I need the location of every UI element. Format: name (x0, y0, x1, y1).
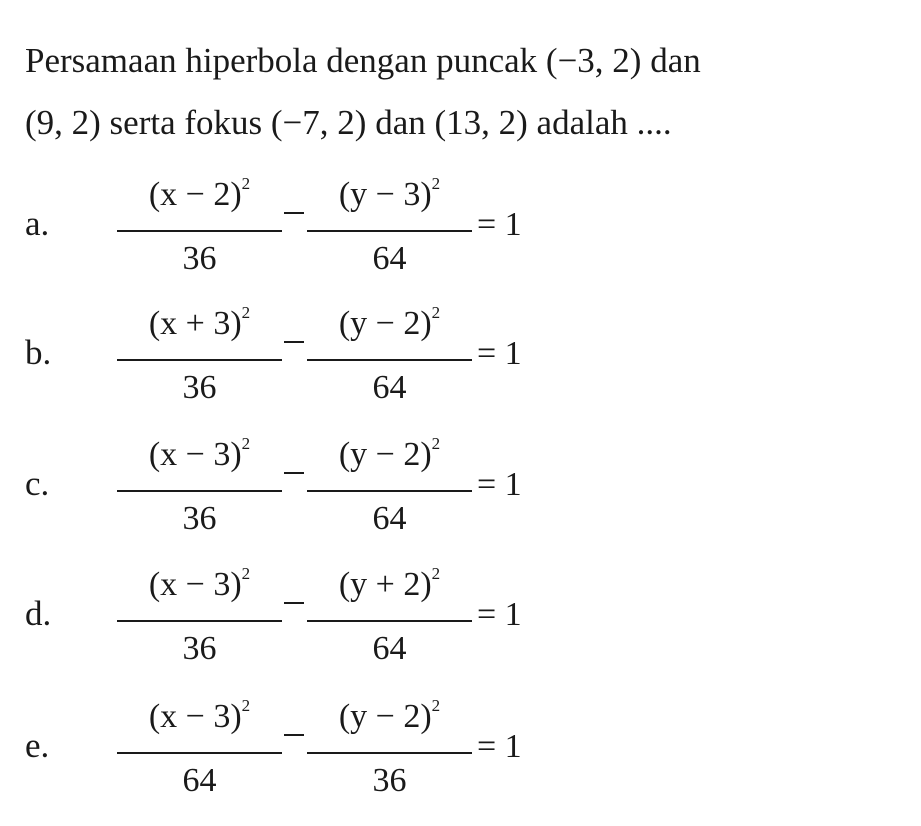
fraction-bar (117, 490, 282, 492)
minus-sign (284, 734, 304, 736)
numerator-term: (x + 3) (148, 305, 242, 342)
numerator (307, 302, 472, 343)
exponent: 2 (241, 302, 251, 322)
minus-sign (284, 341, 304, 343)
option-d[interactable] (25, 558, 905, 678)
fraction-y (307, 297, 472, 417)
numerator (307, 433, 472, 474)
fraction-y (307, 428, 472, 548)
option-b[interactable] (25, 297, 905, 417)
minus-sign (284, 602, 304, 604)
numerator-term: (x − 2) (148, 176, 242, 213)
fraction-bar (117, 230, 282, 232)
equals-one: = 1 (477, 728, 522, 765)
denominator: 64 (372, 240, 407, 277)
fraction-bar (307, 752, 472, 754)
exponent: 2 (431, 173, 441, 193)
exponent: 2 (431, 433, 441, 453)
exponent: 2 (431, 302, 441, 322)
fraction-x (117, 558, 282, 678)
minus-sign (284, 212, 304, 214)
numerator (117, 173, 282, 214)
numerator-term: (y + 2) (338, 566, 432, 603)
fraction-bar (117, 359, 282, 361)
denominator: 36 (182, 630, 217, 667)
fraction-x (117, 428, 282, 548)
numerator (307, 695, 472, 736)
numerator-term: (x − 3) (148, 566, 242, 603)
equation (117, 558, 617, 678)
denominator: 36 (372, 762, 407, 799)
denominator: 36 (182, 240, 217, 277)
fraction-y (307, 690, 472, 810)
equals-one: = 1 (477, 596, 522, 633)
numerator (117, 433, 282, 474)
equals-one: = 1 (477, 206, 522, 243)
denominator: 36 (182, 369, 217, 406)
equation (117, 168, 617, 288)
denominator: 64 (182, 762, 217, 799)
equation (117, 297, 617, 417)
option-a[interactable] (25, 168, 905, 288)
denominator: 64 (372, 500, 407, 537)
option-e[interactable] (25, 690, 905, 810)
exponent: 2 (241, 433, 251, 453)
fraction-y (307, 168, 472, 288)
fraction-bar (307, 359, 472, 361)
numerator-term: (y − 2) (338, 436, 432, 473)
numerator (117, 695, 282, 736)
numerator-term: (y − 2) (338, 698, 432, 735)
question-text (25, 30, 905, 154)
option-c[interactable] (25, 428, 905, 548)
numerator (117, 563, 282, 604)
equals-one: = 1 (477, 335, 522, 372)
equation (117, 690, 617, 810)
fraction-bar (307, 230, 472, 232)
equals-one: = 1 (477, 466, 522, 503)
fraction-bar (307, 620, 472, 622)
fraction-x (117, 690, 282, 810)
equation (117, 428, 617, 548)
option-label: e. (25, 726, 50, 765)
question-line-1: Persamaan hiperbola dengan puncak (−3, 2) dan (25, 41, 701, 80)
exponent: 2 (241, 695, 251, 715)
fraction-x (117, 297, 282, 417)
numerator-term: (y − 3) (338, 176, 432, 213)
numerator (307, 563, 472, 604)
option-label: c. (25, 464, 50, 503)
exponent: 2 (241, 173, 251, 193)
fraction-bar (117, 752, 282, 754)
fraction-y (307, 558, 472, 678)
minus-sign (284, 472, 304, 474)
option-label: a. (25, 204, 50, 243)
exponent: 2 (241, 563, 251, 583)
exponent: 2 (431, 563, 441, 583)
fraction-bar (307, 490, 472, 492)
numerator-term: (x − 3) (148, 436, 242, 473)
exponent: 2 (431, 695, 441, 715)
fraction-bar (117, 620, 282, 622)
numerator-term: (x − 3) (148, 698, 242, 735)
denominator: 64 (372, 369, 407, 406)
denominator: 64 (372, 630, 407, 667)
denominator: 36 (182, 500, 217, 537)
question-line-2: (9, 2) serta fokus (−7, 2) dan (13, 2) adalah .... (25, 103, 672, 142)
option-label: b. (25, 333, 52, 372)
numerator (307, 173, 472, 214)
numerator-term: (y − 2) (338, 305, 432, 342)
fraction-x (117, 168, 282, 288)
option-label: d. (25, 594, 52, 633)
numerator (117, 302, 282, 343)
